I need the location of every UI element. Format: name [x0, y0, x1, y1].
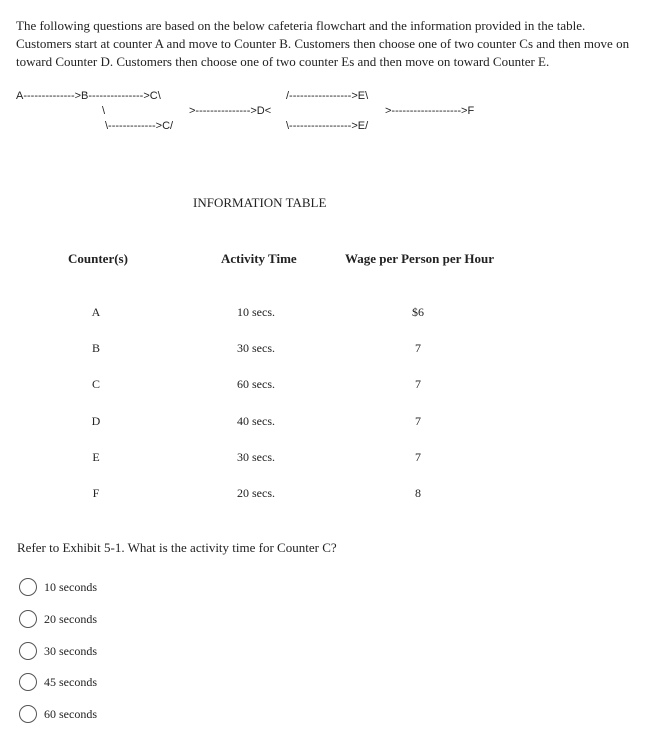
table-cell-activity-time: 20 secs.: [237, 486, 275, 500]
radio-button[interactable]: [19, 705, 37, 723]
table-cell-counter: C: [91, 377, 100, 391]
radio-button[interactable]: [19, 578, 37, 596]
table-cell-wage: $6: [412, 305, 424, 319]
table-cell-activity-time: 30 secs.: [237, 341, 275, 355]
flow-row-3a: \------------->C/: [105, 120, 174, 132]
flow-row-2b: >--------------->D<: [189, 105, 272, 117]
radio-button[interactable]: [19, 610, 37, 628]
table-cell-wage: 7: [415, 414, 421, 428]
table-cell-counter: B: [91, 341, 100, 355]
answer-option-label[interactable]: 60 seconds: [44, 706, 97, 721]
answer-option[interactable]: [19, 641, 97, 661]
radio-button[interactable]: [19, 673, 37, 691]
table-cell-activity-time: 40 secs.: [237, 414, 275, 428]
answer-option[interactable]: [19, 704, 97, 724]
table-cell-counter: D: [91, 414, 101, 428]
table-cell-wage: 7: [415, 377, 421, 391]
intro-line-2: Customers start at counter A and move to Counter B. Customers then choose one of two counter Cs and then move on: [16, 36, 630, 51]
flow-row-3b: \----------------->E/: [286, 120, 369, 132]
header-counter: Counter(s): [68, 251, 128, 266]
table-cell-activity-time: 30 secs.: [237, 450, 275, 464]
answer-option-label[interactable]: 20 seconds: [44, 611, 97, 626]
flow-row-1b: /----------------->E\: [286, 90, 369, 102]
flow-row-2c: >------------------->F: [385, 105, 475, 117]
radio-button[interactable]: [19, 642, 37, 660]
answer-option[interactable]: [19, 577, 97, 597]
header-wage: Wage per Person per Hour: [345, 251, 495, 266]
intro-line-1: The following questions are based on the below cafeteria flowchart and the information provided in the table.: [16, 18, 586, 33]
flow-row-2a: \: [102, 105, 106, 117]
flow-row-1a: A-------------->B--------------->C\: [16, 90, 161, 102]
header-activity-time: Activity Time: [221, 251, 297, 266]
table-cell-counter: A: [91, 305, 101, 319]
answer-option-label[interactable]: 30 seconds: [44, 643, 97, 658]
table-cell-activity-time: 60 secs.: [237, 377, 275, 391]
intro-text: [16, 17, 641, 71]
table-cell-activity-time: 10 secs.: [237, 305, 275, 319]
answer-option-label[interactable]: 10 seconds: [44, 579, 97, 594]
table-cell-wage: 8: [415, 486, 421, 500]
answer-option-label[interactable]: 45 seconds: [44, 674, 97, 689]
table-cell-counter: F: [92, 486, 100, 500]
intro-line-3: toward Counter D. Customers then choose one of two counter Es and then move on toward Counter E.: [16, 54, 550, 69]
table-cell-counter: E: [92, 450, 100, 464]
answer-option[interactable]: [19, 609, 97, 629]
information-table-title: INFORMATION TABLE: [193, 195, 327, 210]
answer-option[interactable]: [19, 672, 97, 692]
table-cell-wage: 7: [415, 341, 421, 355]
question-text: Refer to Exhibit 5-1. What is the activity time for Counter C?: [17, 540, 337, 555]
table-cell-wage: 7: [415, 450, 421, 464]
